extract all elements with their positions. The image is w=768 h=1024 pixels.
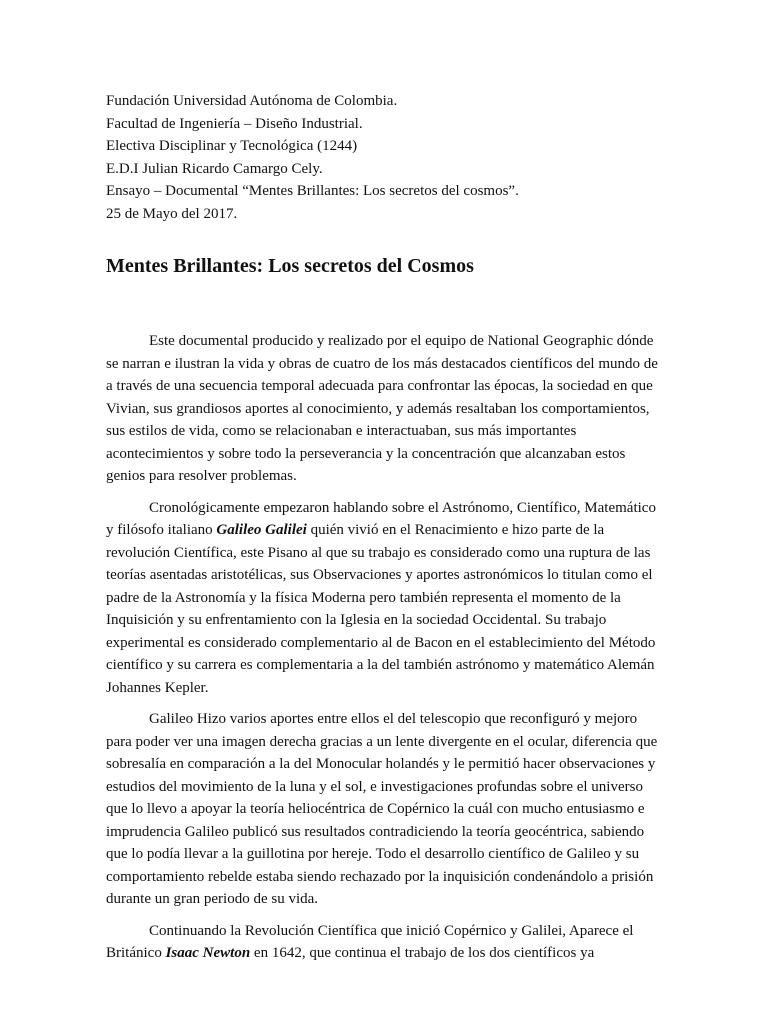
header-author: E.D.I Julian Ricardo Camargo Cely. [106, 160, 323, 177]
paragraph-intro [106, 330, 666, 488]
paragraph-line: genios para resolver problemas. [106, 468, 297, 484]
document-title: Mentes Brillantes: Los secretos del Cosmos [106, 255, 474, 277]
paragraph-line: Este documental producido y realizado por el equipo de National Geographic dónde [149, 333, 654, 349]
paragraph-line: revolución Científica, este Pisano al que su trabajo es considerado como una ruptura de las [106, 544, 651, 561]
paragraph-line: que lo llevo a apoyar la teoría heliocéntrica de Copérnico la cuál con mucho entusiasmo e [106, 801, 645, 817]
paragraph-line: a través de una secuencia temporal adecuada para confrontar las épocas, la sociedad en que [106, 378, 653, 394]
paragraph-line: imprudencia Galileo publicó sus resultados contradiciendo la teoría geocéntrica, sabiendo [106, 823, 645, 840]
paragraph-line: científico y su carrera es complementaria a la del también astrónomo y matemático Alemán [106, 657, 655, 673]
document-page [106, 90, 666, 974]
paragraph-line: padre de la Astronomía y la física Moderna pero también representa el momento de la [106, 589, 621, 606]
line-text: y filósofo italiano [106, 522, 217, 538]
line-text: en 1642, que continua el trabajo de los dos científicos ya [250, 945, 595, 961]
paragraph-line [106, 519, 666, 542]
scientist-name-newton: Isaac Newton [165, 945, 251, 961]
paragraph-line: acontecimientos y sobre todo la perseverancia y la concentración que alcanzaban estos [106, 445, 626, 462]
header-course: Electiva Disciplinar y Tecnológica (1244) [106, 138, 358, 154]
paragraph-line: Vivian, sus grandiosos aportes al conocimiento, y además resaltaban los comportamientos, [106, 400, 650, 417]
paragraph-line: Inquisición y su enfrentamiento con la Iglesia en la sociedad Occidental. Su trabajo [106, 612, 607, 628]
scientist-name-galileo: Galileo Galilei [216, 522, 307, 538]
paragraph-line: Continuando la Revolución Científica que inició Copérnico y Galilei, Aparece el [149, 922, 634, 939]
paragraph-line: experimental es considerado complementario al de Bacon en el establecimiento del Método [106, 634, 656, 651]
document-header [106, 90, 666, 225]
paragraph-line: sus estilos de vida, como se relacionaban e interactuaban, sus más importantes [106, 423, 577, 439]
header-faculty: Facultad de Ingeniería – Diseño Industrial. [106, 115, 363, 132]
paragraph-line: para poder ver una imagen derecha gracias a un lente divergente en el ocular, diferencia que [106, 733, 658, 750]
paragraph-line: comportamiento rebelde estaba siendo rechazado por la inquisición condenándolo a prisión [106, 868, 654, 885]
line-text: quién vivió en el Renacimiento e hizo parte de la [306, 522, 605, 538]
paragraph-telescope [106, 708, 666, 911]
header-institution: Fundación Universidad Autónoma de Colombia. [106, 93, 398, 109]
paragraph-newton [106, 920, 666, 965]
paragraph-line: se narran e ilustran la vida y obras de cuatro de los más destacados científicos del mundo de [106, 355, 658, 372]
paragraph-line: que lo podía llevar a la guillotina por hereje. Todo el desarrollo científico de Galileo y su [106, 846, 640, 862]
header-assignment: Ensayo – Documental “Mentes Brillantes: Los secretos del cosmos”. [106, 183, 519, 199]
paragraph-line: teorías asentadas aristotélicas, sus Observaciones y aportes astronómicos lo titulan como el [106, 567, 653, 583]
paragraph-line: estudios del movimiento de la luna y el sol, e investigaciones profundas sobre el universo [106, 778, 643, 795]
paragraph-line: durante un gran periodo de su vida. [106, 891, 319, 907]
paragraph-line: sobresalía en comparación a la del Monocular holandés y le permitió hacer observaciones y [106, 756, 656, 772]
paragraph-line: Cronológicamente empezaron hablando sobre el Astrónomo, Científico, Matemático [149, 499, 656, 516]
paragraph-galileo [106, 497, 666, 700]
document-body [106, 330, 666, 965]
paragraph-line: Johannes Kepler. [106, 679, 209, 696]
header-date: 25 de Mayo del 2017. [106, 205, 238, 222]
line-text: Británico [106, 945, 166, 961]
paragraph-line [106, 942, 666, 965]
paragraph-line: Galileo Hizo varios aportes entre ellos el del telescopio que reconfiguró y mejoro [149, 711, 638, 727]
